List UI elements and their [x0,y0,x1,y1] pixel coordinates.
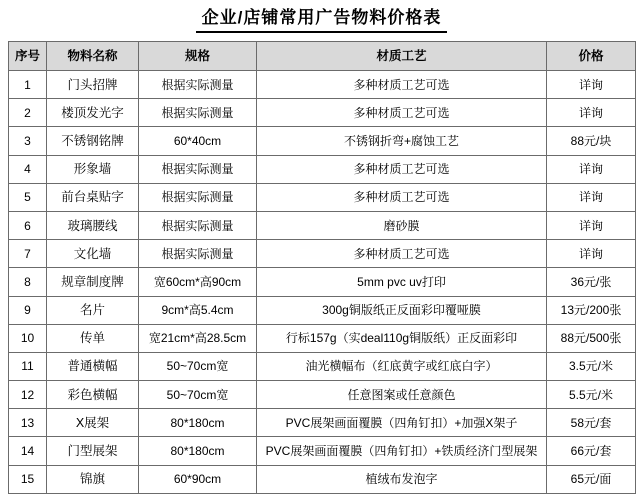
cell-spec: 50~70cm宽 [139,352,257,380]
cell-name: 彩色横幅 [47,381,139,409]
column-header-material: 材质工艺 [257,42,547,71]
cell-index: 14 [9,437,47,465]
cell-price: 88元/块 [547,127,636,155]
cell-material: 不锈钢折弯+腐蚀工艺 [257,127,547,155]
cell-name: 名片 [47,296,139,324]
cell-material: 300g铜版纸正反面彩印覆哑膜 [257,296,547,324]
cell-price: 65元/面 [547,465,636,493]
cell-spec: 根据实际测量 [139,155,257,183]
cell-spec: 50~70cm宽 [139,381,257,409]
column-header-index: 序号 [9,42,47,71]
cell-index: 11 [9,352,47,380]
cell-spec: 80*180cm [139,409,257,437]
cell-price: 36元/张 [547,268,636,296]
cell-name: 锦旗 [47,465,139,493]
cell-material: 多种材质工艺可选 [257,240,547,268]
table-row [9,240,636,268]
cell-spec: 80*180cm [139,437,257,465]
cell-spec: 根据实际测量 [139,240,257,268]
table-row [9,324,636,352]
cell-index: 15 [9,465,47,493]
cell-material: 磨砂膜 [257,211,547,239]
cell-spec: 60*40cm [139,127,257,155]
cell-price: 3.5元/米 [547,352,636,380]
cell-index: 12 [9,381,47,409]
table-row [9,99,636,127]
cell-price: 58元/套 [547,409,636,437]
cell-price: 13元/200张 [547,296,636,324]
cell-spec: 9cm*高5.4cm [139,296,257,324]
cell-spec: 根据实际测量 [139,71,257,99]
table-row [9,409,636,437]
cell-name: 门型展架 [47,437,139,465]
cell-spec: 宽21cm*高28.5cm [139,324,257,352]
table-row [9,211,636,239]
table-row [9,268,636,296]
column-header-name: 物料名称 [47,42,139,71]
cell-name: 形象墙 [47,155,139,183]
cell-index: 6 [9,211,47,239]
table-row [9,465,636,493]
cell-spec: 根据实际测量 [139,183,257,211]
table-row [9,381,636,409]
cell-material: 多种材质工艺可选 [257,155,547,183]
cell-price: 详询 [547,211,636,239]
cell-price: 详询 [547,99,636,127]
cell-material: 植绒布发泡字 [257,465,547,493]
table-row [9,183,636,211]
cell-index: 10 [9,324,47,352]
cell-price: 5.5元/米 [547,381,636,409]
cell-name: 传单 [47,324,139,352]
cell-price: 88元/500张 [547,324,636,352]
cell-material: PVC展架画面覆膜（四角钉扣）+铁质经济门型展架 [257,437,547,465]
cell-index: 9 [9,296,47,324]
cell-material: 油光横幅布（红底黄字或红底白字） [257,352,547,380]
cell-spec: 根据实际测量 [139,99,257,127]
cell-name: X展架 [47,409,139,437]
cell-price: 详询 [547,183,636,211]
cell-name: 不锈钢铭牌 [47,127,139,155]
cell-price: 66元/套 [547,437,636,465]
cell-name: 前台桌贴字 [47,183,139,211]
cell-spec: 宽60cm*高90cm [139,268,257,296]
cell-material: 多种材质工艺可选 [257,99,547,127]
cell-spec: 根据实际测量 [139,211,257,239]
cell-index: 13 [9,409,47,437]
cell-index: 5 [9,183,47,211]
table-header [9,42,636,71]
table-header-row [9,42,636,71]
cell-index: 3 [9,127,47,155]
cell-material: 5mm pvc uv打印 [257,268,547,296]
column-header-price: 价格 [547,42,636,71]
cell-name: 门头招牌 [47,71,139,99]
cell-name: 文化墙 [47,240,139,268]
cell-price: 详询 [547,155,636,183]
table-row [9,71,636,99]
cell-index: 4 [9,155,47,183]
table-body [9,71,636,494]
cell-index: 2 [9,99,47,127]
table-row [9,296,636,324]
title-container [8,0,635,41]
cell-name: 楼顶发光字 [47,99,139,127]
cell-material: 多种材质工艺可选 [257,71,547,99]
table-row [9,437,636,465]
cell-spec: 60*90cm [139,465,257,493]
cell-index: 8 [9,268,47,296]
table-row [9,155,636,183]
table-row [9,352,636,380]
cell-index: 1 [9,71,47,99]
cell-price: 详询 [547,240,636,268]
table-row [9,127,636,155]
cell-name: 玻璃腰线 [47,211,139,239]
cell-material: 多种材质工艺可选 [257,183,547,211]
page-title: 企业/店铺常用广告物料价格表 [196,8,448,33]
price-table [8,41,636,494]
cell-material: 行标157g（实deal110g铜版纸）正反面彩印 [257,324,547,352]
cell-name: 普通横幅 [47,352,139,380]
cell-material: PVC展架画面覆膜（四角钉扣）+加强X架子 [257,409,547,437]
cell-material: 任意图案或任意颜色 [257,381,547,409]
cell-name: 规章制度牌 [47,268,139,296]
column-header-spec: 规格 [139,42,257,71]
cell-price: 详询 [547,71,636,99]
cell-index: 7 [9,240,47,268]
